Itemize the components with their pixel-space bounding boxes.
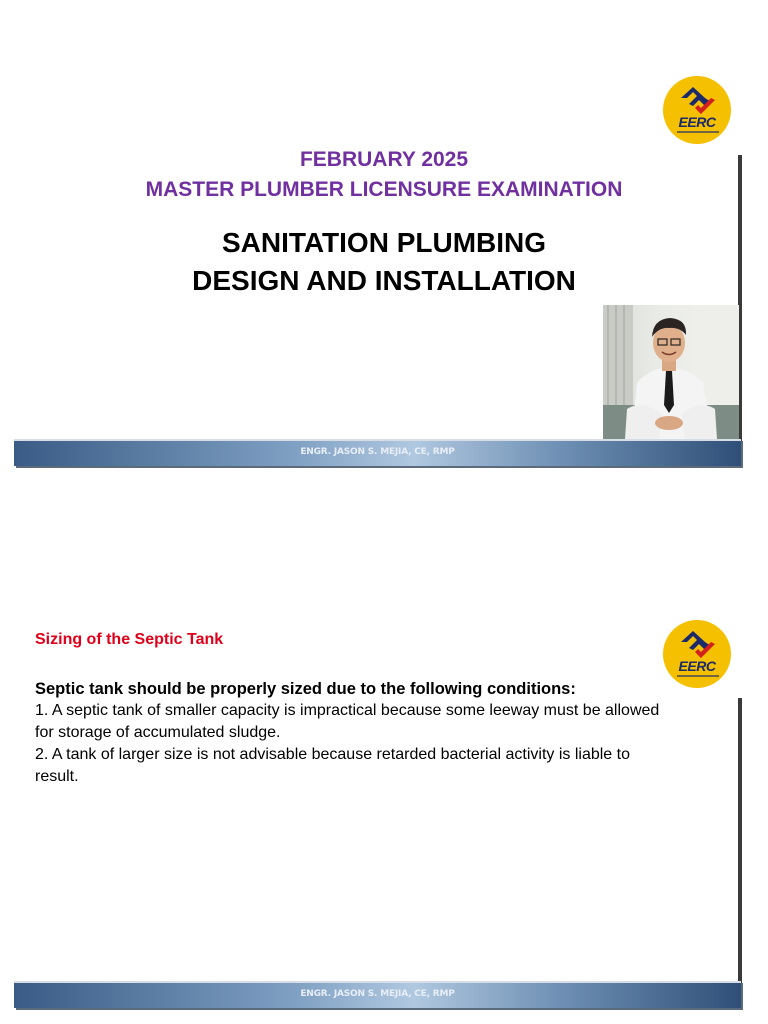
slide-edge-shadow (738, 698, 742, 998)
eerc-logo-icon (675, 84, 719, 116)
body-text (35, 700, 675, 788)
logo-tagline (677, 131, 719, 133)
subject-title-line2: DESIGN AND INSTALLATION (192, 265, 576, 296)
footer-bar (14, 981, 741, 1008)
section-title: Sizing of the Septic Tank (35, 631, 224, 648)
title-slide (0, 0, 768, 480)
list-item: 1. A septic tank of smaller capacity is impractical because some leeway must be allowed for storage of accumulated sludge. (35, 702, 660, 741)
presenter-name: ENGR. JASON S. MEJIA, CE, RMP (300, 989, 455, 999)
exam-month: FEBRUARY 2025 (299, 148, 469, 171)
footer-bar (14, 439, 741, 466)
exam-name: MASTER PLUMBER LICENSURE EXAMINATION (145, 178, 623, 201)
subject-title-line1: SANITATION PLUMBING (221, 227, 547, 258)
lead-text: Septic tank should be properly sized due to the following conditions: (35, 680, 576, 698)
logo-text: EERC (678, 658, 716, 674)
eerc-logo-icon (675, 628, 719, 660)
list-item: 2. A tank of larger size is not advisable because retarded bacterial activity is liable to result. (35, 746, 630, 785)
eerc-logo (663, 76, 731, 144)
logo-text: EERC (678, 114, 716, 130)
presenter-photo (603, 305, 739, 439)
presenter-name: ENGR. JASON S. MEJIA, CE, RMP (300, 447, 455, 457)
logo-tagline (677, 675, 719, 677)
content-slide (0, 530, 768, 1024)
